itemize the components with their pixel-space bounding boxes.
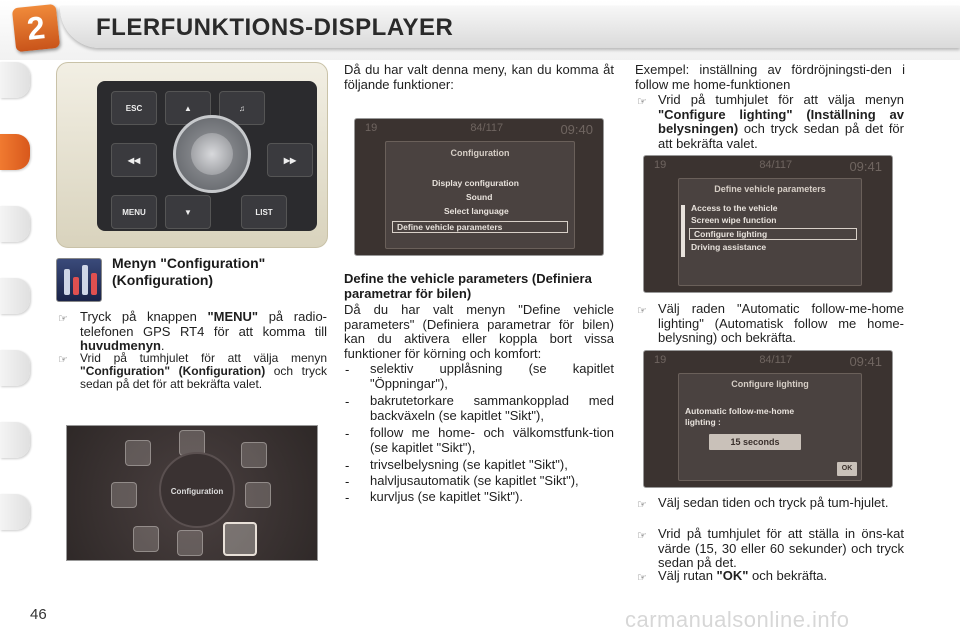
pointing-hand-icon: ☞ <box>637 96 647 108</box>
page-number: 46 <box>30 606 47 623</box>
list-dash: - <box>345 362 350 377</box>
screen-menu-panel <box>678 373 862 481</box>
right-bullet-4: Vrid på tumhjulet för att ställa in öns-kat värde (15, 30 eller 60 sekunder) och tryck sedan på det. <box>658 526 904 570</box>
chapter-tab-3[interactable] <box>0 206 30 242</box>
menu-item: Display configuration <box>432 178 519 188</box>
list-dash: - <box>345 426 350 441</box>
rewind-icon: ◀◀ <box>111 143 157 177</box>
chapter-tab-6[interactable] <box>0 422 30 458</box>
config-menu-heading-line2: (Konfiguration) <box>112 272 214 288</box>
scrollbar <box>681 205 685 257</box>
chapter-tab-1[interactable] <box>0 62 30 98</box>
list-dash: - <box>345 490 350 505</box>
list-item: bakrutetorkare sammankopplad med backväxeln (se kapitlet "Sikt"), <box>370 393 614 423</box>
screen-status-bar: 19 84/117 09:41 <box>654 354 882 369</box>
menu-item: Sound <box>466 192 493 202</box>
tools-icon <box>133 526 159 552</box>
page-header <box>0 0 960 60</box>
right-bullet-1: Vrid på tumhjulet för att välja menyn "Configure lighting" (Inställning av belysningen) och tryck sedan på det för att bekräfta valet. <box>658 92 904 151</box>
up-arrow-icon: ▲ <box>165 91 211 125</box>
video-icon <box>177 530 203 556</box>
screen-menu-panel <box>678 178 862 286</box>
menu-item-selected: Configure lighting <box>689 228 857 240</box>
screen-configure-lighting <box>643 350 893 488</box>
screen-configuration <box>354 118 604 256</box>
directory-icon <box>245 482 271 508</box>
esc-button: ESC <box>111 91 157 125</box>
list-item: trivselbelysning (se kapitlet "Sikt"), <box>370 457 568 472</box>
list-item: kurvljus (se kapitlet "Sikt"). <box>370 489 523 504</box>
list-button: LIST <box>241 195 287 229</box>
chapter-badge: 2 <box>12 4 60 52</box>
config-menu-heading-line1: Menyn "Configuration" <box>112 255 266 271</box>
screen-vehicle-parameters <box>643 155 893 293</box>
middle-intro: Då du har valt denna meny, kan du komma åt följande funktioner: <box>344 62 614 92</box>
left-bullet-2: Vrid på tumhjulet för att välja menyn "Configuration" (Konfiguration) och tryck sedan på det för att bekräfta valet. <box>80 351 327 391</box>
define-params-paragraph: Då du har valt menyn "Define vehicle parameters" (Definiera parametrar för bilen) kan du aktivera eller koppla bort vissa funktioner för körning och komfort: <box>344 302 614 361</box>
config-menu-heading <box>112 255 327 289</box>
chapter-tab-2[interactable] <box>0 134 30 170</box>
pointing-hand-icon: ☞ <box>637 305 647 317</box>
menu-button: MENU <box>111 195 157 229</box>
down-arrow-icon: ▼ <box>165 195 211 229</box>
left-bullet-1: Tryck på knappen "MENU" på radio-telefonen GPS RT4 för att komma till huvudmenyn. <box>80 309 327 353</box>
chapter-tab-4[interactable] <box>0 278 30 314</box>
pointing-hand-icon: ☞ <box>637 530 647 542</box>
right-bullet-2: Välj raden "Automatic follow-me-home lighting" (Automatisk follow me home-belysning) och bekräfta. <box>658 301 904 345</box>
screen-status-bar: 19 84/117 09:40 <box>365 122 593 137</box>
right-bullet-5: Välj rutan "OK" och bekräfta. <box>658 568 828 583</box>
thumbwheel-knob <box>191 133 233 175</box>
menu-center-label: Configuration <box>159 452 235 528</box>
menu-item: Access to the vehicle <box>691 203 778 213</box>
list-dash: - <box>345 394 350 409</box>
right-bullet-3: Välj sedan tiden och tryck på tum-hjulet. <box>658 495 889 510</box>
screen-title: Configuration <box>450 148 510 158</box>
menu-item: Driving assistance <box>691 242 767 252</box>
main-menu-photo <box>66 425 318 561</box>
music-icon <box>125 440 151 466</box>
ok-button: OK <box>837 462 857 476</box>
menu-item: Screen wipe function <box>691 215 777 225</box>
menu-item: Select language <box>444 206 509 216</box>
setting-label: Automatic follow-me-home lighting : <box>685 406 795 427</box>
configuration-menu-icon <box>223 522 257 556</box>
navigation-icon <box>111 482 137 508</box>
list-item: follow me home- och välkomstfunk-tion (se kapitlet "Sikt"), <box>370 425 614 455</box>
pointing-hand-icon: ☞ <box>58 354 68 366</box>
right-intro: Exempel: inställning av fördröjningsti-den i follow me home-funktionen <box>635 62 905 92</box>
list-dash: - <box>345 458 350 473</box>
list-item: selektiv upplåsning (se kapitlet "Öppningar"), <box>370 361 614 391</box>
music-note-icon: ♫ <box>219 91 265 125</box>
chapter-tab-rail <box>0 62 32 577</box>
screen-title: Define vehicle parameters <box>714 184 826 194</box>
screen-status-bar: 19 84/117 09:41 <box>654 159 882 174</box>
menu-item-selected: Define vehicle parameters <box>392 221 568 233</box>
define-params-heading: Define the vehicle parameters (Definiera parametrar för bilen) <box>344 271 592 301</box>
configuration-icon <box>56 258 102 302</box>
radio-panel-photo <box>56 62 328 248</box>
fast-forward-icon: ▶▶ <box>267 143 313 177</box>
delay-value: 15 seconds <box>709 434 801 450</box>
chapter-tab-5[interactable] <box>0 350 30 386</box>
chapter-tab-7[interactable] <box>0 494 30 530</box>
watermark: carmanualsonline.info <box>625 607 850 632</box>
pointing-hand-icon: ☞ <box>637 572 647 584</box>
screen-menu-panel <box>385 141 575 249</box>
pointing-hand-icon: ☞ <box>58 313 68 325</box>
list-item: halvljusautomatik (se kapitlet "Sikt"), <box>370 473 579 488</box>
pointing-hand-icon: ☞ <box>637 499 647 511</box>
chapter-title: FLERFUNKTIONS-DISPLAYER <box>96 14 454 41</box>
list-dash: - <box>345 474 350 489</box>
screen-title: Configure lighting <box>731 379 809 389</box>
telephone-icon <box>241 442 267 468</box>
